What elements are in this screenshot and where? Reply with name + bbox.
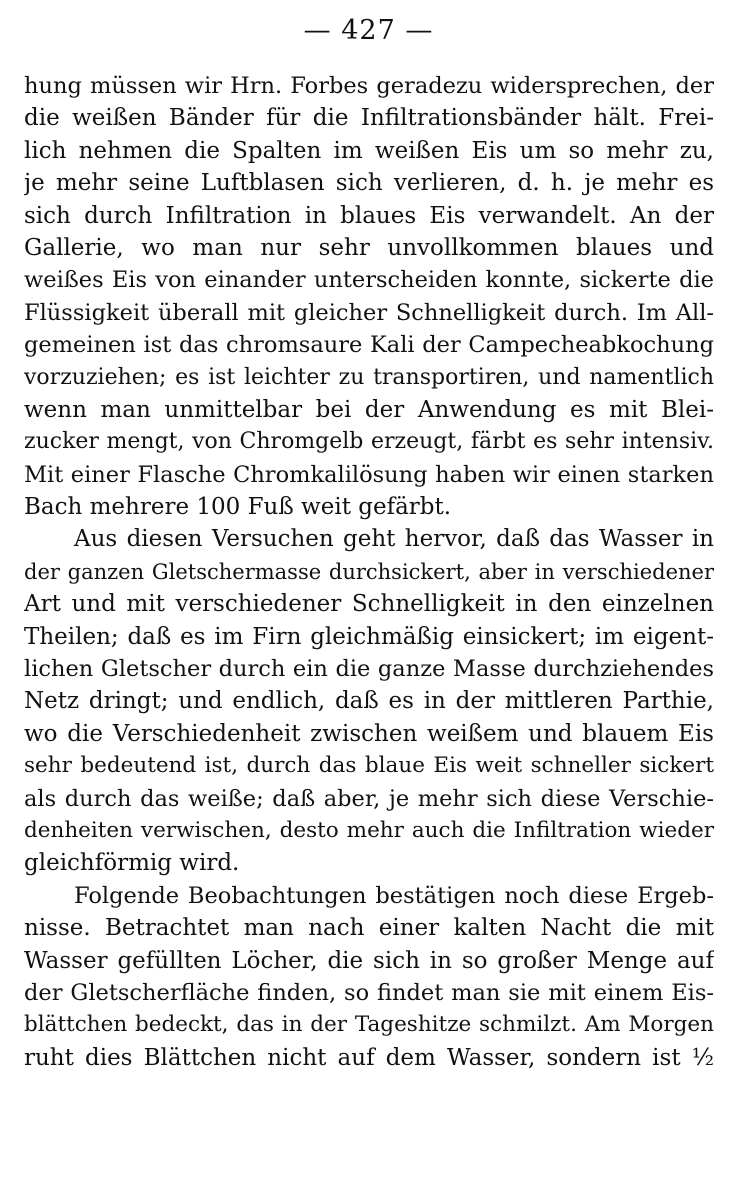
text-line: die weißen Bänder für die Infiltrationsbänder hält. Frei- [24,105,714,132]
text-line: sich durch Infiltration in blaues Eis verwandelt. An der [24,202,714,229]
text-line: gemeinen ist das chromsaure Kali der Campecheabkochung [24,332,714,359]
text-line: der ganzen Gletschermasse durchsickert, aber in verschiedener [24,559,714,584]
text-line: Bach mehrere 100 Fuß weit gefärbt. [24,494,452,521]
text-line: Flüssigkeit überall mit gleicher Schnelligkeit durch. Im All- [24,299,714,326]
text-line: lichen Gletscher durch ein die ganze Masse durchziehendes [24,656,714,683]
text-line: wo die Verschiedenheit zwischen weißem und blauem Eis [24,720,714,747]
text-line: lich nehmen die Spalten im weißen Eis um so mehr zu, [24,137,714,164]
body-text [24,70,714,1074]
text-line: je mehr seine Luftblasen sich verlieren, d. h. je mehr es [24,170,714,197]
text-line: nisse. Betrachtet man nach einer kalten Nacht die mit [24,915,714,942]
text-line: Gallerie, wo man nur sehr unvollkommen blaues und [24,234,714,261]
text-line: hung müssen wir Hrn. Forbes geradezu widersprechen, der [24,73,714,99]
text-line: vorzuziehen; es ist leichter zu transportiren, und namentlich [24,364,714,390]
text-line: Theilen; daß es im Firn gleichmäßig einsickert; im eigent- [24,623,714,650]
text-line: Art und mit verschiedener Schnelligkeit in den einzelnen [24,591,714,618]
text-line: weißes Eis von einander unterscheiden konnte, sickerte die [24,267,714,294]
text-line: Mit einer Flasche Chromkalilösung haben wir einen starken [24,461,714,488]
text-line: Aus diesen Versuchen geht hervor, daß das Wasser in [74,526,714,553]
text-line: Wasser gefüllten Löcher, die sich in so großer Menge auf [24,947,714,974]
text-line: Netz dringt; und endlich, daß es in der mittleren Parthie, [24,688,714,715]
text-line: sehr bedeutend ist, durch das blaue Eis weit schneller sickert [24,753,714,779]
text-line: gleichförmig wird. [24,850,240,877]
text-line: Folgende Beobachtungen bestätigen noch diese Ergeb- [74,882,714,909]
text-line: blättchen bedeckt, das in der Tageshitze schmilzt. Am Morgen [24,1012,714,1038]
text-line: ruht dies Blättchen nicht auf dem Wasser, sondern ist ½ [24,1044,714,1071]
page-number: — 427 — [303,15,434,46]
text-line: denheiten verwischen, desto mehr auch die Infiltration wieder [24,817,714,843]
text-line: der Gletscherfläche finden, so findet man sie mit einem Eis- [24,979,714,1006]
text-line: zucker mengt, von Chromgelb erzeugt, färbt es sehr intensiv. [24,429,714,455]
text-line: wenn man unmittelbar bei der Anwendung es mit Blei- [24,396,714,423]
text-line: als durch das weiße; daß aber, je mehr sich diese Verschie- [24,785,714,812]
